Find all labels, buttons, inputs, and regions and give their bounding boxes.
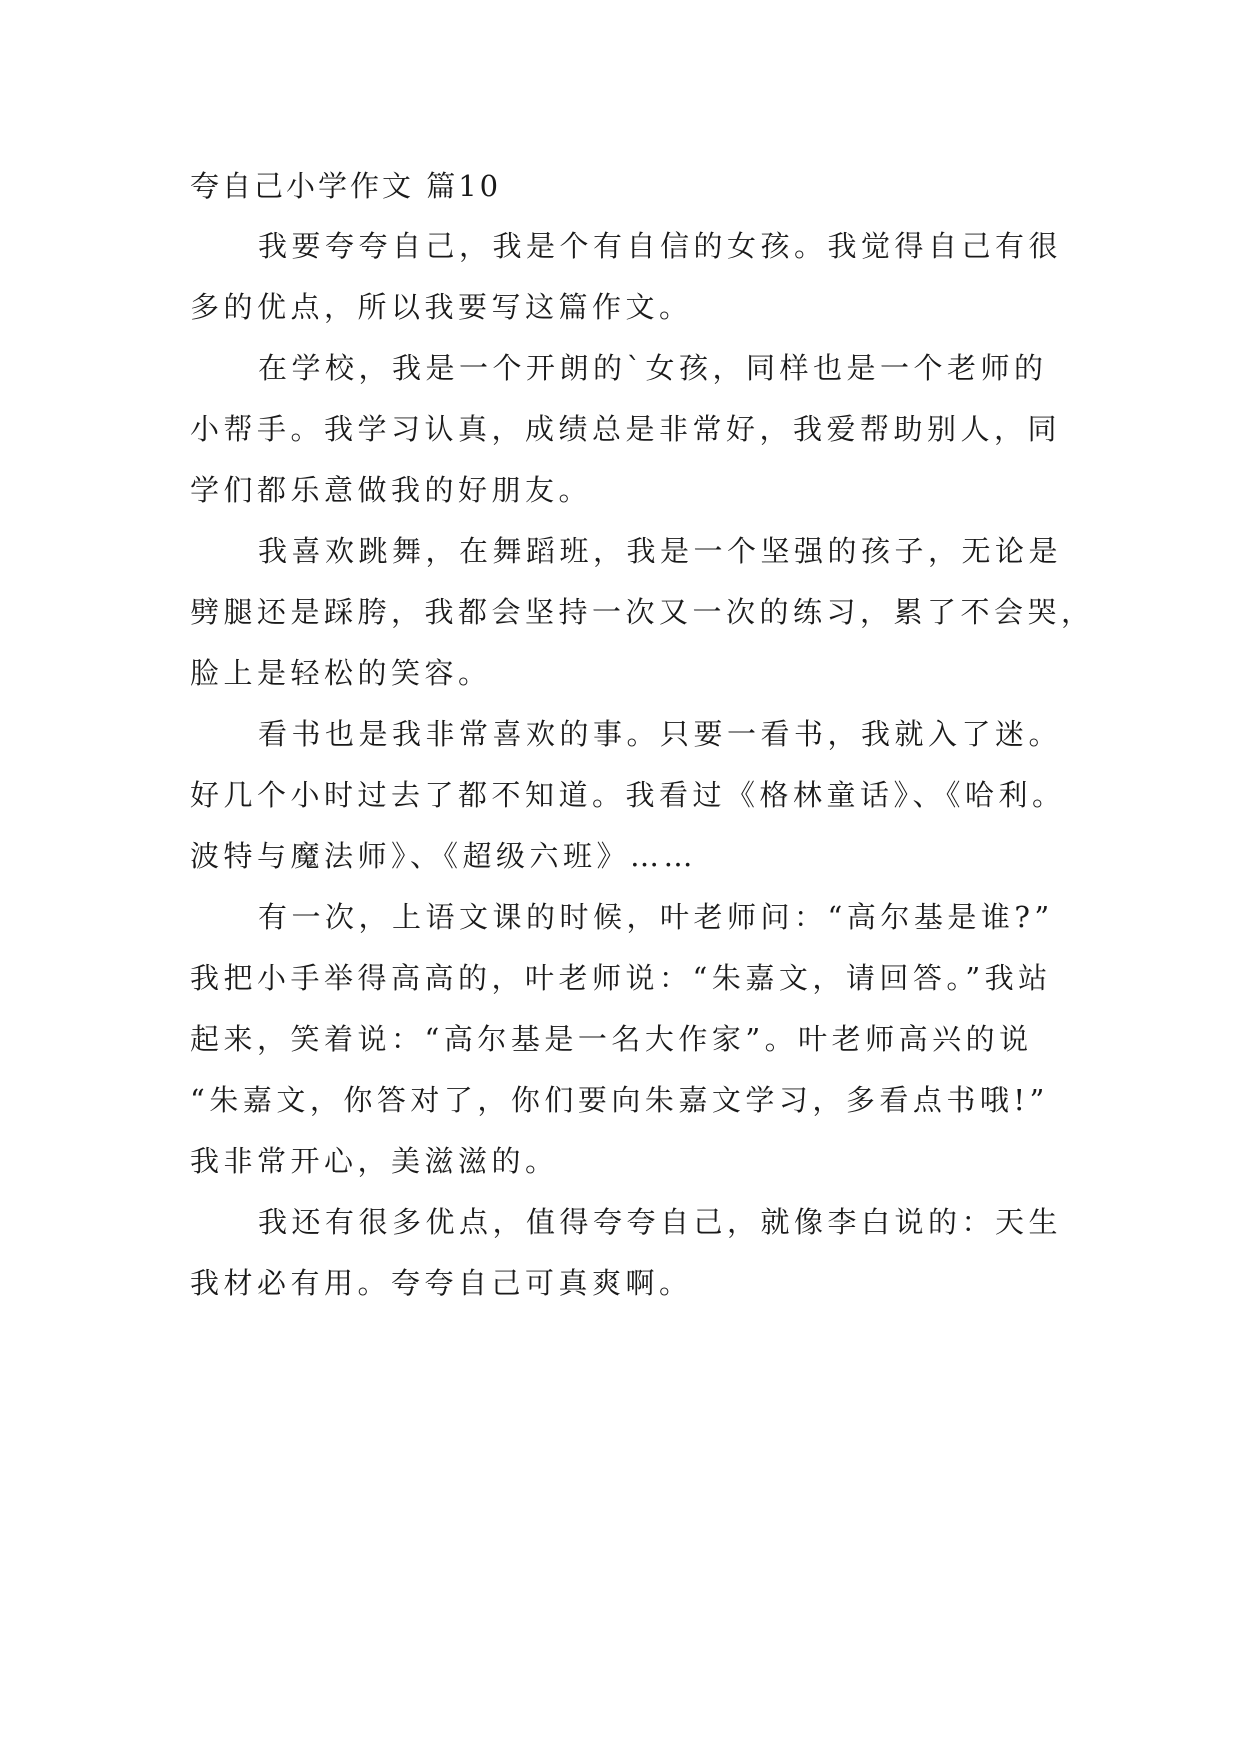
text-line: 在学校，我是一个开朗的`女孩，同样也是一个老师的 [258,351,1048,385]
text-line: 我喜欢跳舞，在舞蹈班，我是一个坚强的孩子，无论是 [258,534,1063,568]
text-line: 脸上是轻松的笑容。 [190,656,492,690]
document-content [190,160,1095,1314]
text-line: 波特与魔法师》、《超级六班》…… [190,839,698,873]
text-line: 我非常开心，美滋滋的。 [190,1144,559,1178]
document-title: 夸自己小学作文 篇10 [190,169,502,203]
text-line: 我把小手举得高高的，叶老师说：“朱嘉文，请回答。”我站 [190,961,1052,995]
text-line: 我材必有用。夸夸自己可真爽啊。 [190,1266,693,1300]
text-line: “朱嘉文，你答对了，你们要向朱嘉文学习，多看点书哦!” [190,1083,1049,1117]
document-body [190,216,1095,1314]
text-line: 多的优点，所以我要写这篇作文。 [190,290,693,324]
text-line: 小帮手。我学习认真，成绩总是非常好，我爱帮助别人，同 [190,412,1062,446]
text-line: 学们都乐意做我的好朋友。 [190,473,593,507]
text-line: 看书也是我非常喜欢的事。只要一看书，我就入了迷。 [258,717,1063,751]
text-line: 起来，笑着说：“高尔基是一名大作家”。叶老师高兴的说 [190,1022,1033,1056]
text-line: 我还有很多优点，值得夸夸自己，就像李白说的：天生 [258,1205,1063,1239]
text-line: 我要夸夸自己，我是个有自信的女孩。我觉得自己有很 [258,229,1063,263]
text-line: 劈腿还是踩胯，我都会坚持一次又一次的练习，累了不会哭， [190,595,1095,629]
text-line: 有一次，上语文课的时候，叶老师问：“高尔基是谁?” [258,900,1054,934]
text-line: 好几个小时过去了都不知道。我看过《格林童话》、《哈利。 [190,778,1066,812]
